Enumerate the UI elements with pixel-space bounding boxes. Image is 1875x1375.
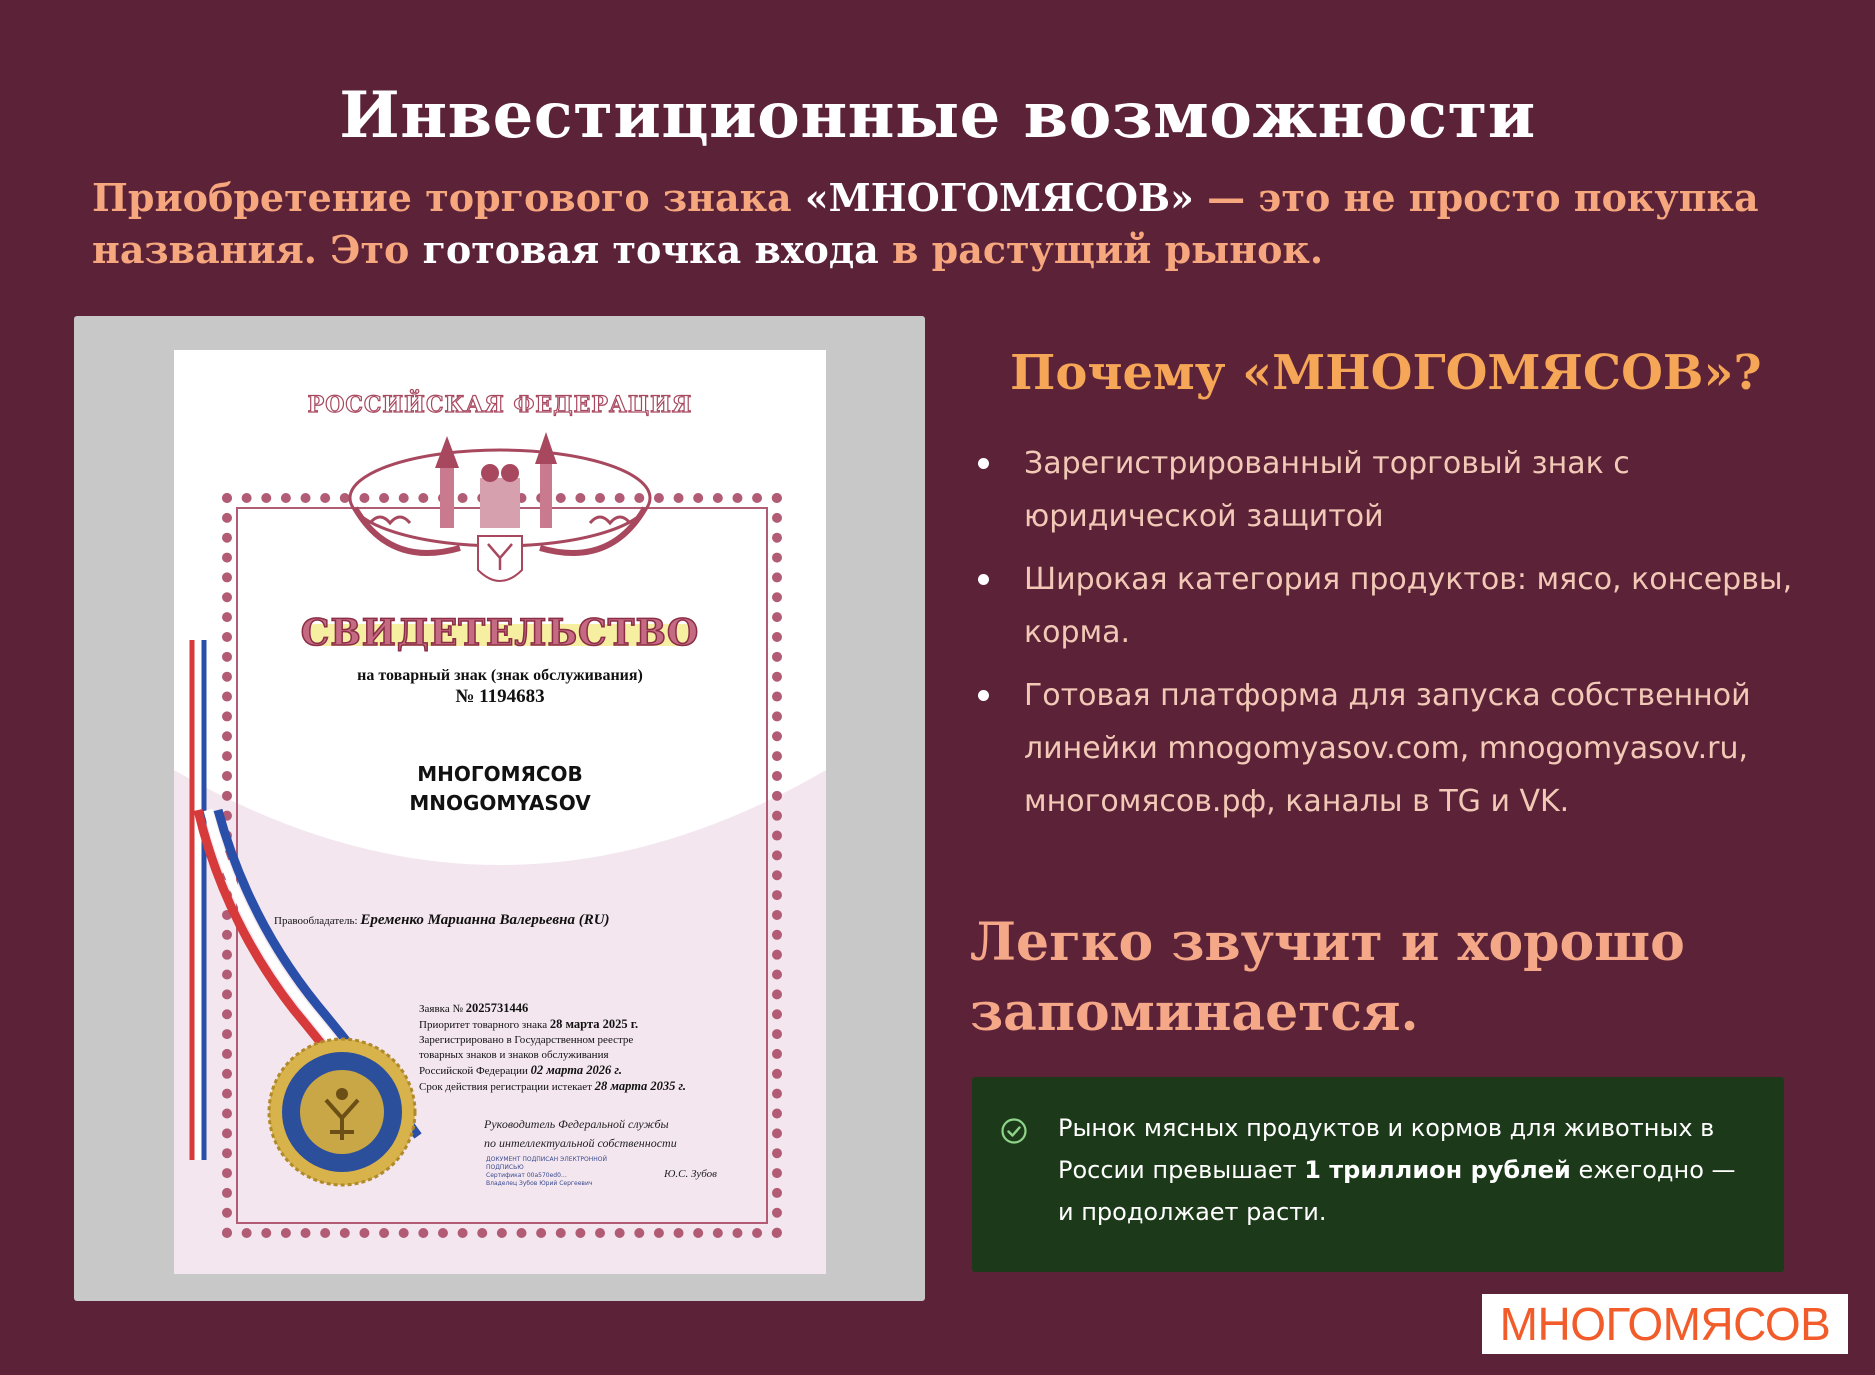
subtitle-highlight: готовая точка входа [422,227,879,272]
registered-date: 02 марта 2026 г. [530,1063,622,1077]
page-subtitle [92,172,1792,276]
subtitle-part-1: Приобретение торгового знака [92,175,805,220]
certificate-panel [74,316,925,1301]
subtitle-brand: «МНОГОМЯСОВ» [804,175,1194,220]
registered-line-1: Зарегистрировано в Государственном реестре [419,1034,634,1046]
official-seal-icon [266,1036,418,1188]
digital-sign-line-1: ДОКУМЕНТ ПОДПИСАН ЭЛЕКТРОННОЙ ПОДПИСЬЮ [486,1156,608,1171]
certificate-head-title [484,1115,744,1153]
certificate-subheading: на товарный знак (знак обслуживания) [357,667,643,684]
digital-signature-stamp [486,1156,636,1188]
head-line-2: по интеллектуальной собственности [484,1136,677,1150]
brand-logo [1482,1294,1848,1354]
expiry-line [419,1079,749,1095]
check-circle-icon [1000,1117,1028,1145]
priority-date: 28 марта 2025 г. [549,1017,639,1031]
brand-logo-text: МНОГОМЯСОВ [1499,1298,1831,1350]
application-number: 2025731446 [465,1001,529,1015]
digital-sign-line-3: Владелец Зубов Юрий Сергеевич [486,1180,593,1187]
registered-line-2: товарных знаков и знаков обслуживания [419,1049,609,1061]
why-item-text: Широкая категория продуктов: мясо, консервы, корма. [1024,562,1793,650]
registered-line-3 [419,1063,749,1079]
market-info-box [972,1077,1784,1272]
holder-name: Еременко Марианна Валерьевна (RU) [360,912,610,928]
bullet-dot-icon [978,690,989,701]
kremlin-emblem-icon [330,428,670,596]
why-list-item [978,553,1798,659]
trademark-name-cyrillic: МНОГОМЯСОВ [417,762,583,786]
certificate-number: № 1194683 [455,686,545,707]
trademark-name-latin: MNOGOMYASOV [409,791,591,815]
priority-label: Приоритет товарного знака [419,1019,550,1031]
priority-line [419,1017,749,1033]
bullet-dot-icon [978,458,989,469]
head-line-1: Руководитель Федеральной службы [484,1117,669,1131]
slogan: Легко звучит и хорошо запоминается. [970,912,1685,1043]
why-heading: Почему «МНОГОМЯСОВ»? [1010,345,1762,401]
application-line [419,1001,749,1017]
page-title: Инвестиционные возможности [339,78,1536,153]
why-list [978,437,1798,838]
expiry-label: Срок действия регистрации истекает [419,1081,595,1093]
application-label: Заявка № [419,1003,466,1015]
certificate-signer: Ю.С. Зубов [664,1168,717,1180]
why-item-text: Готовая платформа для запуска собственной линейки mnogomyasov.com, mnogomyasov.ru, многомясов.рф, каналы в TG и VK. [1024,678,1751,819]
why-list-item [978,669,1798,828]
why-list-item [978,437,1798,543]
subtitle-part-3: — это не просто покупка названия. Это [92,175,1759,272]
registered-label: Российской Федерации [419,1065,531,1077]
bullet-dot-icon [978,574,989,585]
subtitle-part-5: в растущий рынок. [878,227,1324,272]
info-text-end: ежегодно — и продолжает расти. [1058,1156,1736,1226]
market-info-text [1058,1107,1758,1233]
digital-sign-line-2: Сертификат 00a570ed0… [486,1172,567,1179]
holder-label: Правообладатель: [274,915,361,927]
info-text-start: Рынок мясных продуктов и кормов для животных в России превышает [1058,1114,1715,1184]
certificate-heading: СВИДЕТЕЛЬСТВО [300,612,700,654]
expiry-date: 28 марта 2035 г. [594,1079,687,1093]
why-item-text: Зарегистрированный торговый знак с юридической защитой [1024,446,1630,534]
certificate-country: РОССИЙСКАЯ ФЕДЕРАЦИЯ [307,392,693,418]
info-text-highlight: 1 триллион рублей [1304,1156,1571,1184]
certificate-details [419,1001,749,1095]
certificate-image [174,350,826,1274]
